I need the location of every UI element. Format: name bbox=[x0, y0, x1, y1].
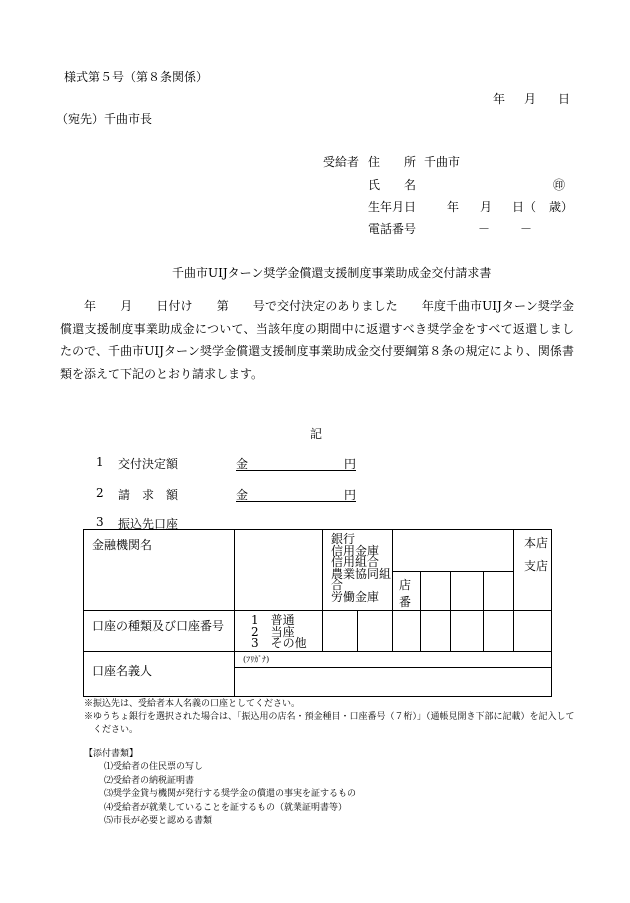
item-1-number: 1 bbox=[96, 455, 104, 469]
attachment-item: ⑵受給者の納税証明書 bbox=[104, 775, 195, 786]
address-value: 千曲市 bbox=[424, 155, 461, 169]
item-2-label: 請 求 額 bbox=[118, 488, 179, 502]
attachment-item: ⑴受給者の住民票の写し bbox=[104, 762, 204, 772]
branch-number-digit-1[interactable] bbox=[421, 572, 451, 611]
form-number: 様式第５号（第８条関係） bbox=[64, 70, 209, 84]
account-type-list bbox=[235, 611, 323, 652]
phone-dash-2: － bbox=[520, 222, 533, 236]
birthdate-label: 生年月日 bbox=[368, 200, 417, 214]
name-label: 氏 名 bbox=[368, 178, 417, 192]
bank-name-label: 金融機関名 bbox=[84, 530, 235, 611]
item-1-unit: 円 bbox=[343, 457, 356, 471]
furigana-label: (ﾌﾘｶﾞﾅ) bbox=[243, 655, 270, 664]
item-2-amount-field bbox=[236, 486, 356, 502]
seal-icon: ㊞ bbox=[553, 178, 566, 192]
bank-account-table bbox=[83, 529, 552, 697]
bank-type-shinkin: 信用金庫 bbox=[331, 543, 380, 558]
account-holder-label: 口座名義人 bbox=[84, 652, 235, 697]
branch-name-field[interactable] bbox=[393, 530, 514, 572]
item-3-label: 振込先口座 bbox=[118, 517, 179, 531]
addressee: （宛先）千曲市長 bbox=[56, 112, 153, 126]
phone-dash-1: － bbox=[478, 222, 491, 236]
office-type bbox=[514, 530, 552, 611]
date-day: 日 bbox=[558, 92, 571, 106]
item-3-number: 3 bbox=[96, 515, 104, 529]
branch-number-label: 店番 bbox=[393, 572, 421, 611]
applicant-role: 受給者 bbox=[323, 155, 360, 169]
branch-number-digit-3[interactable] bbox=[484, 572, 514, 611]
bank-type-list bbox=[323, 530, 393, 611]
attachments-list bbox=[104, 761, 356, 829]
date-year: 年 bbox=[493, 92, 506, 106]
birth-day: 日（ bbox=[512, 200, 537, 214]
address-label: 住 所 bbox=[368, 155, 417, 169]
attachment-item: ⑶奨学金貸与機関が発行する奨学金の償還の事実を証するもの bbox=[104, 789, 357, 799]
item-1-label: 交付決定額 bbox=[118, 457, 179, 471]
account-digit-3[interactable] bbox=[393, 611, 421, 652]
head-office-option: 本店 bbox=[524, 536, 549, 550]
attachments-heading: 【添付書類】 bbox=[84, 749, 139, 759]
bank-type-rokin: 労働金庫 bbox=[331, 589, 380, 604]
branch-office-option: 支店 bbox=[524, 559, 549, 573]
account-digit-6[interactable] bbox=[484, 611, 514, 652]
birth-month: 月 bbox=[480, 200, 493, 214]
account-digit-4[interactable] bbox=[421, 611, 451, 652]
account-type-other: 3 その他 bbox=[251, 636, 307, 650]
notes bbox=[84, 698, 579, 737]
branch-number-digit-2[interactable] bbox=[451, 572, 484, 611]
note-1: ※振込先は、受給者本人名義の口座としてください。 bbox=[84, 699, 301, 709]
account-type-current: 2 当座 bbox=[251, 624, 295, 639]
age: 歳） bbox=[549, 200, 574, 214]
furigana-field[interactable] bbox=[235, 652, 552, 668]
ki-heading: 記 bbox=[310, 427, 323, 441]
attachment-item: ⑸市長が必要と認める書類 bbox=[104, 816, 213, 826]
document-title: 千曲市UIJターン奨学金償還支援制度事業助成金交付請求書 bbox=[172, 266, 492, 280]
item-2-prefix: 金 bbox=[236, 488, 249, 502]
birth-year: 年 bbox=[447, 200, 460, 214]
account-digit-1[interactable] bbox=[323, 611, 358, 652]
item-1-prefix: 金 bbox=[236, 457, 249, 471]
date-month: 月 bbox=[524, 92, 537, 106]
account-digit-5[interactable] bbox=[451, 611, 484, 652]
bank-name-field[interactable] bbox=[235, 530, 323, 611]
note-2: ※ゆうちょ銀行を選択された場合は、「振込用の店名・預金種目・口座番号（７桁）」（通帳見開き下部に記載）を記入してください。 bbox=[84, 712, 575, 735]
phone-label: 電話番号 bbox=[368, 222, 417, 236]
account-digit-2[interactable] bbox=[358, 611, 393, 652]
account-digit-7[interactable] bbox=[514, 611, 552, 652]
item-1-amount-field bbox=[236, 455, 356, 471]
account-type-label: 口座の種類及び口座番号 bbox=[84, 611, 235, 652]
attachment-item: ⑷受給者が就業していることを証するもの（就業証明書等） bbox=[104, 802, 348, 813]
bank-type-bank: 銀行 bbox=[331, 532, 356, 546]
item-2-unit: 円 bbox=[343, 488, 356, 502]
account-type-ordinary: 1 普通 bbox=[251, 613, 295, 627]
body-paragraph: 年 月 日付け 第 号で交付決定のありました 年度千曲市UIJターン奨学金償還支援制度事業助成金について、当該年度の期間中に返還すべき奨学金をすべて返還しましたので、千曲市UIJターン奨学金償還支援制度事業助成金交付要綱第８条の規定により、関係書類を添えて下記のとおり請求します。 bbox=[60, 299, 574, 381]
bank-type-ja: 農業協同組合 bbox=[331, 566, 392, 592]
bank-type-shinkumi: 信用組合 bbox=[331, 555, 380, 569]
account-holder-field[interactable] bbox=[235, 668, 552, 697]
item-2-number: 2 bbox=[96, 486, 104, 500]
